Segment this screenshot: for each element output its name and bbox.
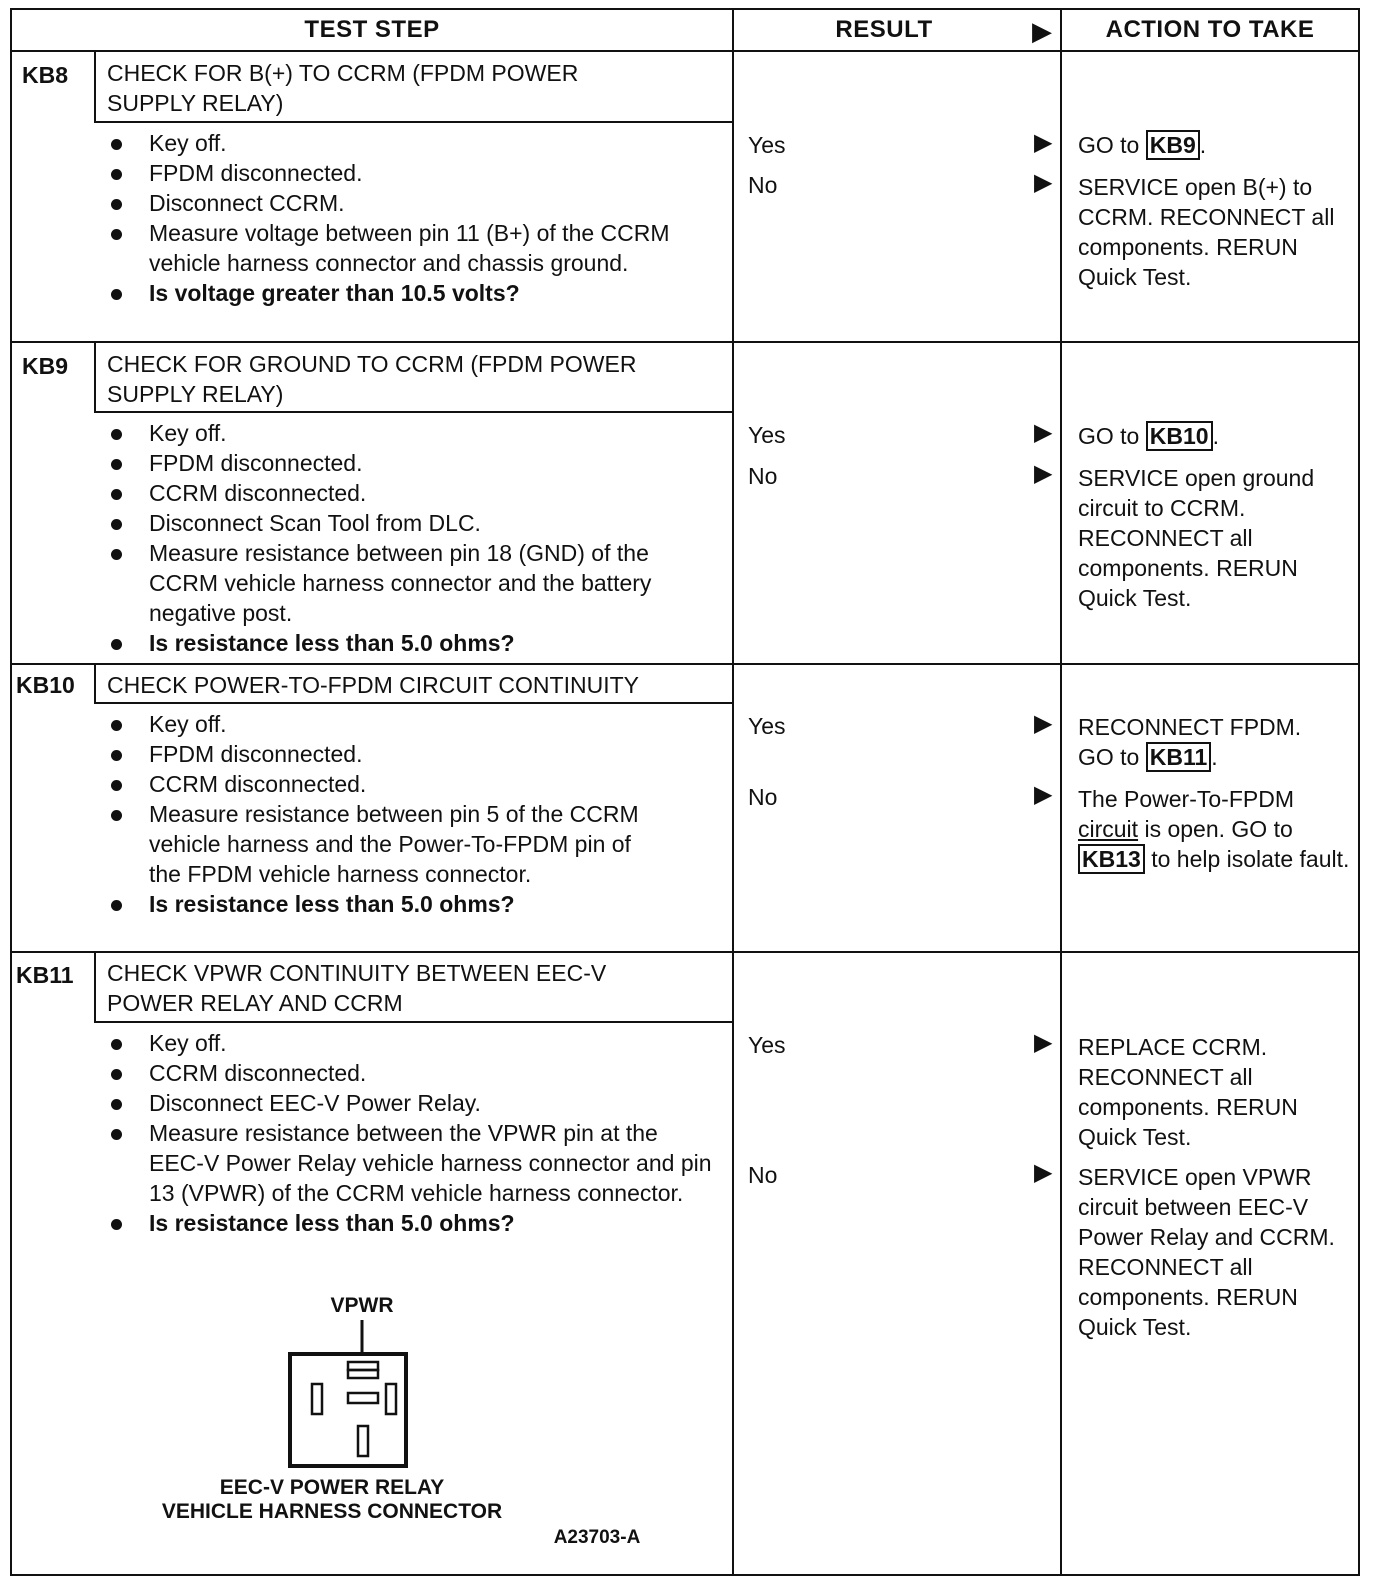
action-no-kb11: SERVICE open VPWR circuit between EEC-V Power Relay and CCRM. RECONNECT all components. RERUN Quick Test. <box>1078 1164 1335 1340</box>
arrow-icon: ▶ <box>1034 419 1053 446</box>
title-divider <box>94 121 732 123</box>
step-question: Is resistance less than 5.0 ohms? <box>107 889 667 919</box>
header-test-step: TEST STEP <box>304 16 440 43</box>
result-no: No <box>748 463 778 489</box>
arrow-icon: ▶ <box>1034 129 1053 156</box>
list-item: Disconnect EEC-V Power Relay. <box>107 1088 717 1118</box>
header-result: RESULT <box>835 16 933 43</box>
step-ref-kb10: KB10 <box>1146 421 1213 451</box>
list-item: FPDM disconnected. <box>107 739 667 769</box>
arrow-icon: ▶ <box>1034 710 1053 737</box>
code-divider <box>94 953 96 1023</box>
list-item: Disconnect Scan Tool from DLC. <box>107 508 707 538</box>
list-item: Measure resistance between the VPWR pin at the EEC-V Power Relay vehicle harness connector and pin 13 (VPWR) of the CCRM vehicle harness connector. <box>107 1118 717 1208</box>
step-title-kb9: CHECK FOR GROUND TO CCRM (FPDM POWER SUPPLY RELAY) <box>107 351 637 407</box>
title-divider <box>94 411 732 413</box>
result-no: No <box>748 784 778 810</box>
result-yes: Yes <box>748 422 786 448</box>
action-yes-kb11: REPLACE CCRM. RECONNECT all components. RERUN Quick Test. <box>1078 1034 1298 1150</box>
diagram-caption-line2: VEHICLE HARNESS CONNECTOR <box>161 1500 503 1523</box>
step-ref-kb11: KB11 <box>1146 742 1212 772</box>
row-divider <box>12 951 1358 953</box>
list-item: FPDM disconnected. <box>107 448 707 478</box>
header-arrow-icon: ▶ <box>1032 16 1052 46</box>
action-no-kb8: SERVICE open B(+) to CCRM. RECONNECT all components. RERUN Quick Test. <box>1078 174 1335 290</box>
action-yes-kb10: RECONNECT FPDM. GO to KB11 . <box>1078 714 1302 770</box>
arrow-icon: ▶ <box>1034 1029 1053 1056</box>
list-item: FPDM disconnected. <box>107 158 717 188</box>
row-divider <box>12 663 1358 665</box>
list-item: Key off. <box>107 128 717 158</box>
list-item: CCRM disconnected. <box>107 478 707 508</box>
list-item: CCRM disconnected. <box>107 1058 717 1088</box>
result-no: No <box>748 1162 778 1188</box>
arrow-icon: ▶ <box>1034 169 1053 196</box>
action-no-kb9: SERVICE open ground circuit to CCRM. RECONNECT all components. RERUN Quick Test. <box>1078 465 1315 611</box>
list-item: Measure resistance between pin 18 (GND) of the CCRM vehicle harness connector and the battery negative post. <box>107 538 707 628</box>
list-item: Disconnect CCRM. <box>107 188 717 218</box>
column-divider-action <box>1060 10 1062 1574</box>
step-bullets-kb10 <box>107 709 667 919</box>
list-item: Measure voltage between pin 11 (B+) of the CCRM vehicle harness connector and chassis ground. <box>107 218 717 278</box>
list-item: Key off. <box>107 709 667 739</box>
step-code-kb9: KB9 <box>22 353 69 379</box>
action-no-kb10: The Power-To-FPDM circuit is open. GO to KB13 to help isolate fault. <box>1078 786 1350 872</box>
step-bullets-kb8 <box>107 128 717 308</box>
result-no: No <box>748 172 778 198</box>
title-divider <box>94 702 732 704</box>
step-ref-kb9: KB9 <box>1146 130 1200 160</box>
list-item: Key off. <box>107 1028 717 1058</box>
arrow-icon: ▶ <box>1034 1159 1053 1186</box>
column-divider-result <box>732 10 734 1574</box>
result-yes: Yes <box>748 713 786 739</box>
result-yes: Yes <box>748 1032 786 1058</box>
step-question: Is resistance less than 5.0 ohms? <box>107 1208 717 1238</box>
list-item: CCRM disconnected. <box>107 769 667 799</box>
result-yes: Yes <box>748 132 786 158</box>
action-yes-kb9: GO to KB10 . <box>1078 423 1219 449</box>
title-divider <box>94 1021 732 1023</box>
header-divider <box>12 50 1358 52</box>
arrow-icon: ▶ <box>1034 460 1053 487</box>
list-item: Key off. <box>107 418 707 448</box>
step-question: Is voltage greater than 10.5 volts? <box>107 278 717 308</box>
header-action: ACTION TO TAKE <box>1105 16 1315 43</box>
diagnostic-table <box>10 8 1360 1576</box>
step-code-kb11: KB11 <box>16 962 74 988</box>
code-divider <box>94 343 96 413</box>
action-yes-kb8: GO to KB9 . <box>1078 132 1207 158</box>
arrow-icon: ▶ <box>1034 781 1053 808</box>
vpwr-pin-label: VPWR <box>330 1294 394 1317</box>
diagram-caption-line1: EEC-V POWER RELAY <box>219 1476 445 1499</box>
step-bullets-kb11 <box>107 1028 717 1238</box>
code-divider <box>94 52 96 122</box>
step-ref-kb13: KB13 <box>1078 844 1145 874</box>
step-title-kb10: CHECK POWER-TO-FPDM CIRCUIT CONTINUITY <box>107 672 639 698</box>
list-item: Measure resistance between pin 5 of the CCRM vehicle harness and the Power-To-FPDM pin of the FPDM vehicle harness connector. <box>107 799 667 889</box>
code-divider <box>94 665 96 703</box>
step-title-kb8: CHECK FOR B(+) TO CCRM (FPDM POWER SUPPLY RELAY) <box>107 60 579 116</box>
figure-id: A23703-A <box>553 1527 641 1548</box>
step-title-kb11: CHECK VPWR CONTINUITY BETWEEN EEC-V POWER RELAY AND CCRM <box>107 960 607 1016</box>
connector-diagram <box>122 1290 682 1550</box>
step-code-kb8: KB8 <box>22 62 69 88</box>
step-question: Is resistance less than 5.0 ohms? <box>107 628 707 658</box>
step-code-kb10: KB10 <box>16 672 75 698</box>
step-bullets-kb9 <box>107 418 707 658</box>
row-divider <box>12 341 1358 343</box>
